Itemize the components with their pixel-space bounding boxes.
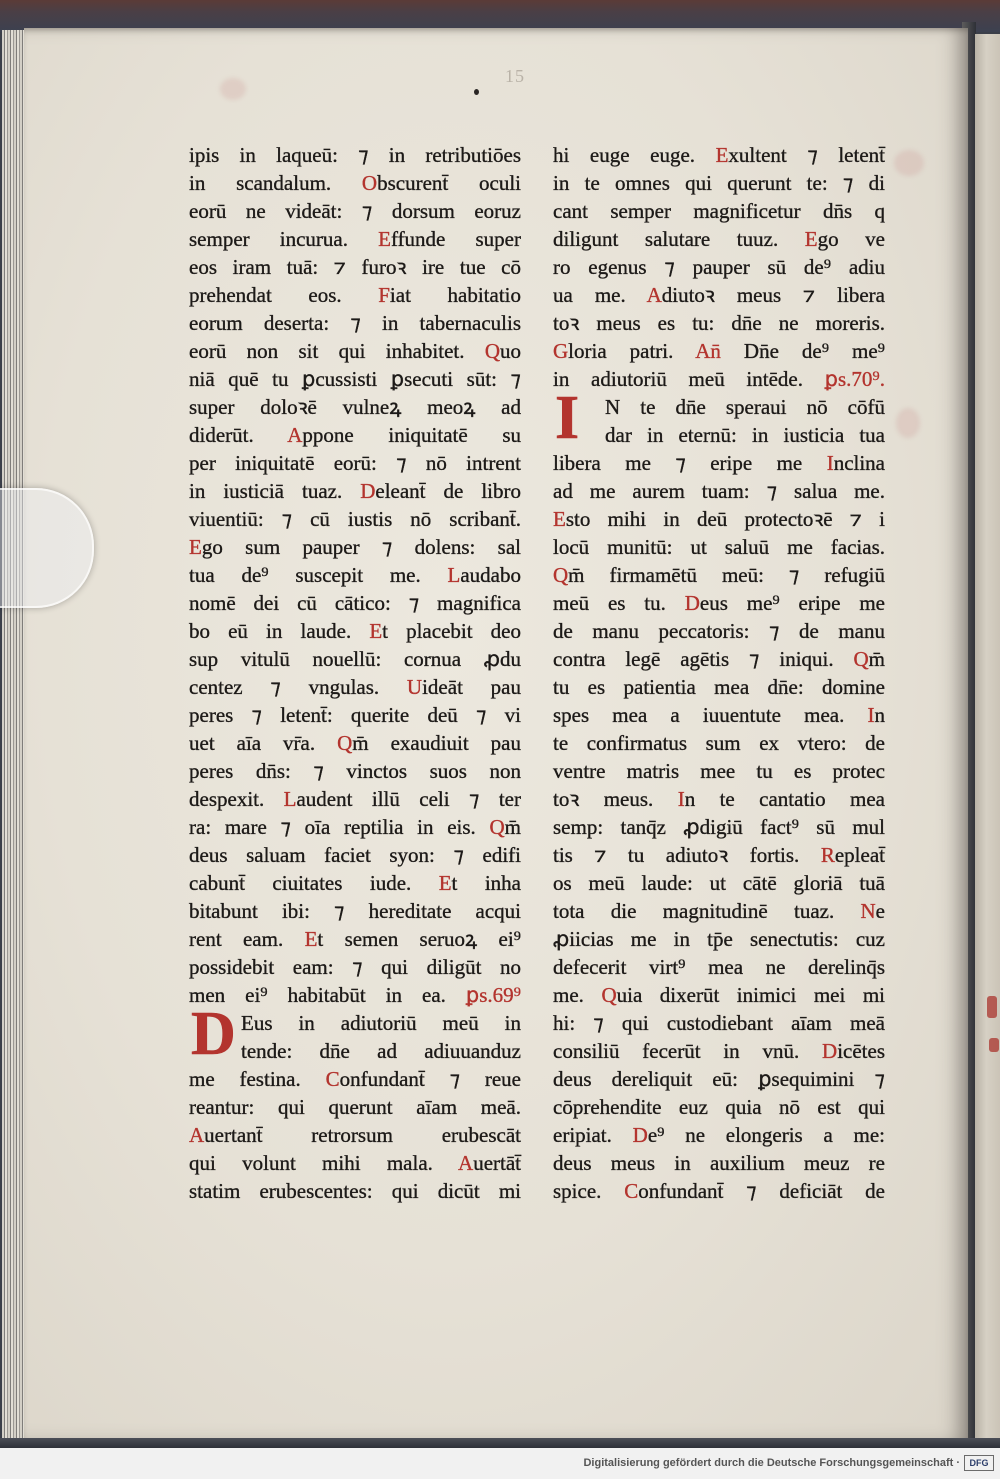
rubricated-letter: F bbox=[378, 283, 390, 307]
rubricated-letter: Q bbox=[484, 339, 500, 363]
text-line bbox=[189, 673, 521, 701]
text-line bbox=[189, 1037, 521, 1065]
text-run: in scandalum. bbox=[189, 171, 362, 195]
text-line bbox=[553, 785, 885, 813]
text-run: audent illū celi ⁊ ter bbox=[296, 787, 521, 811]
text-line bbox=[553, 617, 885, 645]
text-run: toꝛ meus es tu: dn̄e ne moreris. bbox=[553, 311, 885, 335]
text-run: bo eū in laude. bbox=[189, 619, 370, 643]
text-line bbox=[553, 729, 885, 757]
rubricated-letter: D bbox=[822, 1039, 838, 1063]
text-run: tu es patientia mea dn̄e: domine bbox=[553, 675, 885, 699]
text-run: ua me. bbox=[553, 283, 647, 307]
rubricated-letter: E bbox=[438, 871, 452, 895]
rubricated-letter: E bbox=[369, 619, 383, 643]
text-run: m̄ firmamētū meū: ⁊ refugiū bbox=[568, 563, 885, 587]
text-run: N te dn̄e speraui nō cōfū bbox=[605, 395, 885, 419]
text-run: e bbox=[875, 899, 885, 923]
text-run: ꝓiicias me in tp̄e senectutis: cuz bbox=[553, 927, 885, 951]
rubricated-letter: Q bbox=[489, 815, 505, 839]
text-run: m̄ bbox=[504, 815, 521, 839]
text-run: deus dereliquit eū: ꝑsequimini ⁊ bbox=[553, 1067, 885, 1091]
text-line bbox=[189, 645, 521, 673]
rubricated-letter: L bbox=[447, 563, 461, 587]
text-line bbox=[189, 869, 521, 897]
text-run: in iusticiā tuaz. bbox=[189, 479, 361, 503]
text-run: epleat̄ bbox=[834, 843, 885, 867]
footer-credit: Digitalisierung gefördert durch die Deutsche Forschungsgemeinschaft · bbox=[583, 1457, 960, 1469]
text-run: nomē dei cū cātico: ⁊ magnifica bbox=[189, 591, 521, 615]
text-line bbox=[553, 309, 885, 337]
text-line bbox=[553, 561, 885, 589]
text-run: iat habitatio bbox=[389, 283, 521, 307]
text-run: go ve bbox=[817, 227, 885, 251]
text-run: eripiat. bbox=[553, 1123, 633, 1147]
text-run: ipis in laqueū: ⁊ in retributiōes bbox=[189, 143, 521, 167]
text-run: bscurent̄ oculi bbox=[377, 171, 521, 195]
rubricated-letter: Q bbox=[601, 983, 617, 1007]
rubricated-letter: Q bbox=[553, 563, 569, 587]
text-run: reantur: qui querunt aīam meā. bbox=[189, 1095, 521, 1119]
show-through-stain bbox=[896, 408, 920, 438]
text-run: peres ⁊ letent̄: querite deū ⁊ vi bbox=[189, 703, 521, 727]
text-run: me festina. bbox=[189, 1067, 326, 1091]
text-run: semper incurua. bbox=[189, 227, 379, 251]
text-line bbox=[189, 309, 521, 337]
text-line bbox=[189, 197, 521, 225]
text-run: toꝛ meus. bbox=[553, 787, 678, 811]
text-run: deus meus in auxilium meuz re bbox=[553, 1151, 885, 1175]
rubricated-letter: E bbox=[189, 535, 202, 559]
rubricated-letter: E bbox=[715, 143, 729, 167]
text-line bbox=[553, 673, 885, 701]
text-run: diutoꝛ meus ⁊ libera bbox=[661, 283, 885, 307]
rubricated-letter: A bbox=[458, 1151, 474, 1175]
rubricated-letter: U bbox=[406, 675, 423, 699]
rubricated-letter: O bbox=[361, 171, 378, 195]
text-run: bitabunt ibi: ⁊ hereditate acqui bbox=[189, 899, 521, 923]
text-line bbox=[553, 953, 885, 981]
text-run: ro egenus ⁊ pauper sū de⁹ adiu bbox=[553, 255, 885, 279]
text-run: ad me aurem tuam: ⁊ salua me. bbox=[553, 479, 885, 503]
text-run: consiliū fecerūt in vnū. bbox=[553, 1039, 823, 1063]
text-line bbox=[553, 1093, 885, 1121]
text-line bbox=[553, 813, 885, 841]
text-line bbox=[553, 925, 885, 953]
text-line bbox=[189, 925, 521, 953]
text-run: audabo bbox=[460, 563, 521, 587]
text-line bbox=[189, 785, 521, 813]
rubricated-letter: I bbox=[867, 703, 875, 727]
text-run: tende: dn̄e ad adiuuanduz bbox=[241, 1039, 521, 1063]
text-run: sto mihi in deū protectoꝛē ⁊ i bbox=[565, 507, 885, 531]
text-line bbox=[189, 421, 521, 449]
rubricated-letter: Q bbox=[337, 731, 353, 755]
text-line bbox=[553, 533, 885, 561]
rubricated-letter: E bbox=[553, 507, 566, 531]
text-run: uertāt̄ bbox=[473, 1151, 521, 1175]
text-run: meū es tu. bbox=[553, 591, 685, 615]
rubricated-letter: C bbox=[624, 1179, 639, 1203]
text-run: te confirmatus sum ex vtero: de bbox=[553, 731, 885, 755]
text-line bbox=[189, 337, 521, 365]
text-column-right bbox=[553, 141, 885, 1205]
text-run: contra legē agētis ⁊ iniqui. bbox=[553, 647, 854, 671]
rubricated-letter: A bbox=[646, 283, 662, 307]
text-line bbox=[553, 1177, 885, 1205]
text-line bbox=[189, 1093, 521, 1121]
text-run: uet aīa vr̄a. bbox=[189, 731, 338, 755]
text-run: centez ⁊ vngulas. bbox=[189, 675, 407, 699]
text-run: os meū laude: ut cātē gloriā tuā bbox=[553, 871, 885, 895]
text-run: ventre matris mee tu es protec bbox=[553, 759, 885, 783]
text-run: in adiutoriū meū intēde. bbox=[553, 367, 825, 391]
show-through-stain bbox=[220, 78, 246, 100]
text-run: onfundant̄ ⁊ deficiāt de bbox=[638, 1179, 885, 1203]
text-run: xultent ⁊ letent̄ bbox=[728, 143, 885, 167]
text-run: icētes bbox=[837, 1039, 885, 1063]
text-run: uertant̄ retrorsum erubescāt bbox=[204, 1123, 521, 1147]
text-line bbox=[189, 1177, 521, 1205]
text-line bbox=[553, 337, 885, 365]
text-line bbox=[553, 589, 885, 617]
text-run: Eus in adiutoriū meū in bbox=[241, 1011, 521, 1035]
text-run: super doloꝛē vulneꝝ meoꝝ ad bbox=[189, 395, 521, 419]
text-run: m̄ bbox=[868, 647, 885, 671]
text-run: dar in eternū: in iusticia tua bbox=[605, 423, 885, 447]
text-line bbox=[189, 253, 521, 281]
text-run: rent eam. bbox=[189, 927, 305, 951]
text-run: per iniquitatē eorū: ⁊ nō intrent bbox=[189, 451, 521, 475]
text-line bbox=[189, 701, 521, 729]
text-run: prehendat eos. bbox=[189, 283, 379, 307]
text-line bbox=[553, 1121, 885, 1149]
text-line bbox=[553, 841, 885, 869]
text-line bbox=[189, 617, 521, 645]
rubricated-letter: R bbox=[820, 843, 835, 867]
text-line bbox=[189, 757, 521, 785]
adjacent-page-rubric-mark bbox=[987, 996, 997, 1018]
text-line bbox=[553, 281, 885, 309]
text-run: statim erubescentes: qui dicūt mi bbox=[189, 1179, 521, 1203]
rubricated-letter: A bbox=[189, 1123, 205, 1147]
text-line bbox=[189, 841, 521, 869]
text-line bbox=[189, 169, 521, 197]
text-run: t placebit deo bbox=[382, 619, 521, 643]
text-run: sup vitulū nouellū: cornua ꝓdu bbox=[189, 647, 521, 671]
text-line bbox=[553, 253, 885, 281]
text-line bbox=[189, 897, 521, 925]
text-line bbox=[553, 1009, 885, 1037]
rubricated-letter: D bbox=[632, 1123, 648, 1147]
text-run: diderūt. bbox=[189, 423, 288, 447]
text-run: t inha bbox=[451, 871, 521, 895]
rubricated-letter: D bbox=[360, 479, 376, 503]
text-run: go sum pauper ⁊ dolens: sal bbox=[201, 535, 521, 559]
text-run: eorū non sit qui inhabitet. bbox=[189, 339, 485, 363]
text-line bbox=[553, 701, 885, 729]
rubricated-letter: C bbox=[325, 1067, 340, 1091]
text-line bbox=[553, 1065, 885, 1093]
text-run: onfundant̄ ⁊ reue bbox=[339, 1067, 521, 1091]
text-line bbox=[553, 197, 885, 225]
text-line bbox=[553, 897, 885, 925]
rubricated-letter: Q bbox=[853, 647, 869, 671]
text-run: viuentiū: ⁊ cū iustis nō scribant̄. bbox=[189, 507, 521, 531]
text-run: nclina bbox=[833, 451, 885, 475]
text-run: uia dixerūt inimici mei mi bbox=[616, 983, 885, 1007]
text-run: semp: tanq̄z ꝓdigiū fact⁹ sū mul bbox=[553, 815, 885, 839]
drop-cap-initial: D bbox=[191, 1000, 236, 1068]
text-column-left bbox=[189, 141, 521, 1205]
adjacent-page-rubric-mark bbox=[989, 1038, 999, 1052]
text-run: hi: ⁊ qui custodiebant aīam meā bbox=[553, 1011, 885, 1035]
text-line bbox=[553, 757, 885, 785]
text-line bbox=[189, 365, 521, 393]
text-run: spice. bbox=[553, 1179, 625, 1203]
text-line bbox=[189, 1121, 521, 1149]
rubricated-letter: L bbox=[283, 787, 297, 811]
text-run: m̄ exaudiuit pau bbox=[352, 731, 521, 755]
text-run: defecerit virt⁹ mea ne derelinq̄s bbox=[553, 955, 885, 979]
text-run: eos iram tuā: ⁊ furoꝛ ire tue cō bbox=[189, 255, 521, 279]
text-run: eus me⁹ eripe me bbox=[699, 591, 885, 615]
text-run: cōprehendite euz quia nō est qui bbox=[553, 1095, 885, 1119]
rubricated-letter: A bbox=[287, 423, 303, 447]
text-run: n te cantatio mea bbox=[684, 787, 885, 811]
text-line bbox=[189, 589, 521, 617]
rubricated-letter: E bbox=[378, 227, 391, 251]
text-line bbox=[553, 869, 885, 897]
text-run: eorum deserta: ⁊ in tabernaculis bbox=[189, 311, 521, 335]
text-run: cabunt̄ ciuitates iude. bbox=[189, 871, 439, 895]
text-run: tis ⁊ tu adiutoꝛ fortis. bbox=[553, 843, 821, 867]
text-run: possidebit eam: ⁊ qui diligūt no bbox=[189, 955, 521, 979]
text-run: ffunde super bbox=[390, 227, 521, 251]
dfg-logo[interactable]: DFG bbox=[964, 1455, 994, 1471]
text-run: cant semper magnificetur dn̄s q bbox=[553, 199, 885, 223]
text-line bbox=[553, 477, 885, 505]
text-line bbox=[189, 1149, 521, 1177]
text-run: e⁹ ne elongeris a me: bbox=[647, 1123, 886, 1147]
text-line bbox=[189, 813, 521, 841]
text-run: ppone iniquitatē su bbox=[302, 423, 522, 447]
show-through-stain bbox=[894, 150, 924, 176]
text-run: t semen seruoꝝ ei⁹ bbox=[317, 927, 521, 951]
text-line bbox=[189, 729, 521, 757]
text-run: ideāt pau bbox=[422, 675, 521, 699]
text-run: libera me ⁊ eripe me bbox=[553, 451, 827, 475]
text-line bbox=[553, 421, 885, 449]
text-run: tota die magnitudinē tuaz. bbox=[553, 899, 861, 923]
text-run: diligunt salutare tuuz. bbox=[553, 227, 805, 251]
footer-bar bbox=[0, 1448, 1000, 1479]
text-line bbox=[553, 449, 885, 477]
rubricated-letter: D bbox=[684, 591, 700, 615]
text-line bbox=[553, 141, 885, 169]
text-line bbox=[553, 225, 885, 253]
rubricated-letter: An̄ bbox=[695, 339, 721, 363]
rubricated-letter: ꝑs.69⁹ bbox=[465, 983, 521, 1007]
text-line bbox=[189, 393, 521, 421]
text-run: eorū ne videāt: ⁊ dorsum eoruz bbox=[189, 199, 521, 223]
text-run: tua de⁹ suscepit me. bbox=[189, 563, 448, 587]
text-run: n bbox=[874, 703, 885, 727]
text-run: men ei⁹ habitabūt in ea. bbox=[189, 983, 466, 1007]
text-run: peres dn̄s: ⁊ vinctos suos non bbox=[189, 759, 521, 783]
text-line bbox=[189, 953, 521, 981]
adjacent-page-sliver bbox=[975, 34, 1000, 1438]
text-line bbox=[189, 281, 521, 309]
text-run: ra: mare ⁊ oīa reptilia in eis. bbox=[189, 815, 490, 839]
ink-dot bbox=[474, 89, 479, 95]
text-run: locū munitū: ut saluū me facias. bbox=[553, 535, 885, 559]
book-cover-bottom-edge bbox=[0, 1438, 1000, 1448]
drop-cap-initial: I bbox=[555, 384, 580, 452]
text-run: deus saluam faciet syon: ⁊ edifi bbox=[189, 843, 521, 867]
text-line bbox=[189, 505, 521, 533]
text-run: me. bbox=[553, 983, 602, 1007]
text-line bbox=[553, 169, 885, 197]
text-run: hi euge euge. bbox=[553, 143, 716, 167]
text-line bbox=[189, 477, 521, 505]
text-line bbox=[553, 505, 885, 533]
text-run: despexit. bbox=[189, 787, 284, 811]
rubricated-letter: ꝑs.70⁹. bbox=[824, 367, 885, 391]
text-line bbox=[189, 533, 521, 561]
text-run: loria patri. bbox=[568, 339, 696, 363]
text-run: in te omnes qui querunt te: ⁊ di bbox=[553, 171, 885, 195]
text-line bbox=[189, 561, 521, 589]
text-line bbox=[189, 449, 521, 477]
text-run: eleant̄ de libro bbox=[375, 479, 521, 503]
text-run: uo bbox=[500, 339, 521, 363]
text-line bbox=[553, 981, 885, 1009]
text-run: niā quē tu ꝑcussisti ꝑsecuti sūt: ⁊ bbox=[189, 367, 521, 391]
rubricated-letter: I bbox=[826, 451, 834, 475]
text-line bbox=[189, 141, 521, 169]
text-line bbox=[553, 1037, 885, 1065]
text-line bbox=[189, 981, 521, 1009]
rubricated-letter: E bbox=[304, 927, 318, 951]
text-line bbox=[189, 225, 521, 253]
text-line bbox=[189, 1065, 521, 1093]
rubricated-letter: N bbox=[860, 899, 876, 923]
page-number: 15 bbox=[505, 66, 525, 86]
rubricated-letter: I bbox=[677, 787, 685, 811]
rubricated-letter: E bbox=[804, 227, 818, 251]
text-line bbox=[553, 365, 885, 393]
text-run: spes mea a iuuentute mea. bbox=[553, 703, 868, 727]
text-run: Dn̄e de⁹ me⁹ bbox=[720, 339, 886, 363]
text-line bbox=[553, 1149, 885, 1177]
page-stack-edges bbox=[2, 30, 26, 1440]
text-run: de manu peccatoris: ⁊ de manu bbox=[553, 619, 885, 643]
text-line bbox=[553, 645, 885, 673]
rubricated-letter: G bbox=[553, 339, 569, 363]
text-run: qui volunt mihi mala. bbox=[189, 1151, 459, 1175]
